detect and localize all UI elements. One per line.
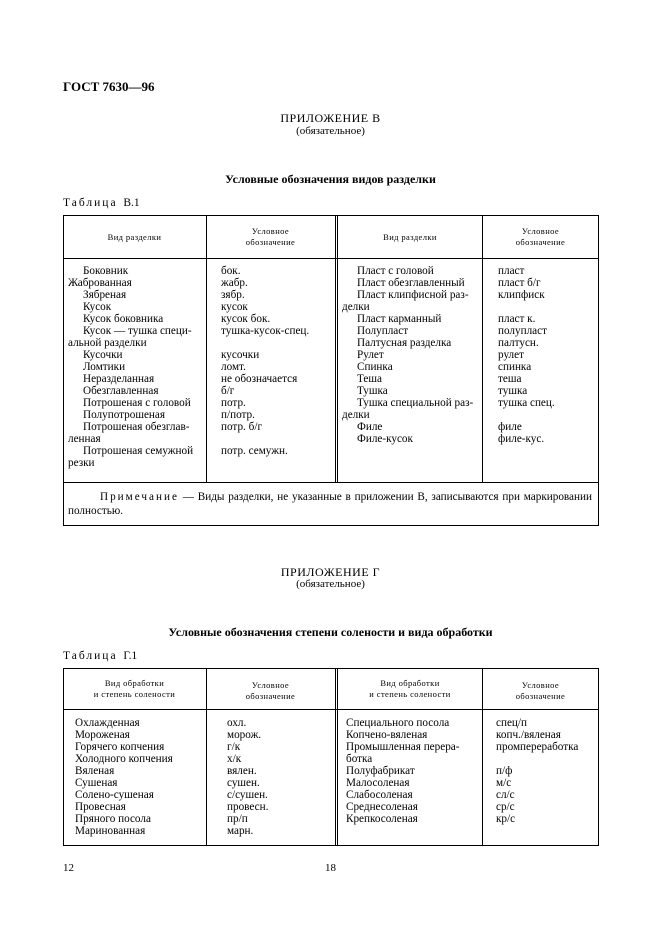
row-code: сушен. [227,777,260,789]
row-name: Холодного копчения [75,753,173,765]
row-code: кр/с [496,813,516,825]
row-code [221,433,309,445]
row-name: Малосоленая [346,777,410,789]
row-code: не обозначается [221,373,298,385]
table-b1-right-codes [498,265,555,445]
row-name: делки [342,301,370,313]
header-line: и степень солености [93,689,176,699]
header-line: Вид обработки [380,678,440,688]
row-name: ботка [346,753,373,765]
row-name: Полуфабрикат [346,765,415,777]
table-b1-right-names [342,265,480,445]
row-name: Сушеная [75,777,118,789]
row-code: зябр. [221,289,245,301]
header-line: Условное [251,226,290,236]
row-code: палтусн. [498,337,539,349]
table-b1-note-rule [63,482,599,483]
table-g1-caption-label: Таблица [63,650,118,662]
table-b1-divider [206,215,207,482]
row-name: Пряного посола [75,813,151,825]
table-g1-left-codes [227,717,268,837]
table-b1-caption-label: Таблица [63,197,118,209]
row-code: пласт к. [498,313,536,325]
header-line: обозначение [245,691,296,701]
row-code: тушка спец. [498,397,555,409]
row-code: пр/п [227,813,248,825]
header-line: обозначение [245,237,296,247]
row-code: спец/п [496,717,528,729]
row-name: Тушка [357,385,388,397]
row-code [221,337,309,349]
row-name: Полупотрошеная [83,409,166,421]
table-b1-header-rule [63,258,599,259]
header-line: Вид обработки [104,678,165,688]
header-line: Условное [251,680,290,690]
row-code: вялен. [227,765,257,777]
row-code: филе [498,421,522,433]
table-g1-right-names [346,717,480,825]
header-line: Условное [521,680,560,690]
row-code: кусочки [221,349,260,361]
note-label: Примечание [100,491,179,503]
row-name: Слабосоленая [346,789,413,801]
row-name: Зябреная [83,289,127,301]
row-code: с/сушен. [227,789,268,801]
row-name: Потрошеная обезглав- [83,421,190,433]
row-name: Кусок боковника [83,313,164,325]
table-b1-left-names [68,265,204,469]
row-name: ленная [68,433,101,445]
row-code: бок. [221,265,241,277]
appendix-b-subtitle: (обязательное) [296,125,365,137]
table-g1-caption [63,650,137,662]
row-name: Провесная [75,801,126,813]
row-name: Пласт с головой [357,265,434,277]
row-code: пласт б/г [498,277,541,289]
row-name: Палтусная разделка [357,337,452,349]
document-header: ГОСТ 7630—96 [63,79,155,94]
table-b1-divider [482,215,483,482]
row-name: Полупласт [357,325,409,337]
header-line: Условное [521,226,560,236]
row-code: тушка [498,385,528,397]
row-code: потр. [221,397,246,409]
table-g1-caption-number: Г.1 [123,650,138,662]
table-g1-right-codes [496,717,578,825]
table-b1-header-type: Вид разделки [107,232,162,242]
row-code: г/к [227,741,241,753]
table-b1-note [68,490,592,518]
row-name: Крепкосоленая [346,813,418,825]
row-name: Ломтики [83,361,126,373]
row-code: полупласт [498,325,547,337]
row-name: Спинка [357,361,393,373]
table-g1-header-code-right [482,680,599,702]
table-b1-left-codes [221,265,309,469]
row-code: ломт. [221,361,246,373]
row-code [221,457,309,469]
row-code: м/с [496,777,512,789]
page-number-left: 12 [63,862,74,874]
row-name: Пласт карманный [357,313,442,325]
row-name: Вяленая [75,765,115,777]
row-name: Специального посола [346,717,450,729]
row-name: Мороженая [75,729,130,741]
appendix-g-subtitle: (обязательное) [296,578,365,590]
page-number-center: 18 [325,862,336,874]
row-name: резки [68,457,95,469]
row-name: Копчено-вяленая [346,729,428,741]
table-b1-header-code [206,226,335,248]
row-code: морож. [227,729,262,741]
row-name: Охлажденная [75,717,140,729]
row-code: кусок бок. [221,313,271,325]
table-g1-header-type-right [338,678,482,700]
row-code: жабр. [221,277,248,289]
row-code: теша [498,373,522,385]
row-name: Маринованная [75,825,146,837]
row-code: сл/с [496,789,515,801]
row-code: п/ф [496,765,513,777]
row-name: Кусочки [83,349,123,361]
row-name: Филе [357,421,383,433]
header-line: обозначение [515,691,566,701]
row-code: копч./вяленая [496,729,561,741]
table-b1-header-type-right: Вид разделки [383,232,437,242]
row-name: Среднесоленая [346,801,418,813]
table-b1-center-divider [335,215,338,482]
row-name: Пласт обезглавленный [357,277,465,289]
appendix-b-title: ПРИЛОЖЕНИЕ В [280,111,381,125]
row-code: промпереработка [496,741,579,753]
table-g1-header-type [63,678,206,700]
row-code: филе-кус. [498,433,545,445]
row-code: тушка-кусок-спец. [221,325,310,337]
row-name: Промышленная перера- [346,741,460,753]
row-code [498,301,555,313]
row-code [498,409,555,421]
table-b1-header-code-right [482,226,599,248]
appendix-g-title: ПРИЛОЖЕНИЕ Г [280,565,381,579]
row-code: х/к [227,753,242,765]
row-code: кусок [221,301,248,313]
header-line: и степень солености [369,689,451,699]
row-code: потр. б/г [221,421,263,433]
row-name: альной разделки [68,337,147,349]
row-code: б/г [221,385,235,397]
table-b1-caption [63,197,140,209]
row-name: Неразделанная [83,373,155,385]
row-name: Солено-сушеная [75,789,154,801]
table-g1-left-names [75,717,173,837]
row-name: Боковник [83,265,129,277]
note-text: — Виды разделки, не указанные в приложении В, записываются при маркировании полностью. [68,491,592,517]
row-code: клипфиск [498,289,545,301]
row-code: провесн. [227,801,269,813]
row-code: охл. [227,717,247,729]
row-name: Теша [357,373,382,385]
table-b1-caption-number: В.1 [123,197,140,209]
row-code: п/потр. [221,409,255,421]
row-name: Потрошеная семужной [83,445,194,457]
row-name: Рулет [357,349,384,361]
row-name: Кусок — тушка специ- [83,325,192,337]
row-code: марн. [227,825,254,837]
table-g1-header-code [206,680,335,702]
row-name: делки [342,409,370,421]
row-name: Кусок [83,301,112,313]
header-line: обозначение [515,237,566,247]
row-code: ср/с [496,801,515,813]
row-name: Тушка специальной раз- [357,397,474,409]
row-code: потр. семужн. [221,445,288,457]
row-name: Филе-кусок [357,433,413,445]
table-g1-header-rule [63,709,599,710]
row-name: Обезглавленная [83,385,159,397]
appendix-g-section-title: Условные обозначения степени солености и вида обработки [168,625,493,639]
row-code: рулет [498,349,524,361]
appendix-b-section-title: Условные обозначения видов разделки [225,172,436,186]
row-code [496,753,578,765]
row-name: Пласт клипфисной раз- [357,289,469,301]
row-name: Горячего копчения [75,741,165,753]
row-name: Потрошеная с головой [83,397,191,409]
row-code: пласт [498,265,525,277]
row-name: Жаброванная [68,277,132,289]
row-code: спинка [498,361,532,373]
